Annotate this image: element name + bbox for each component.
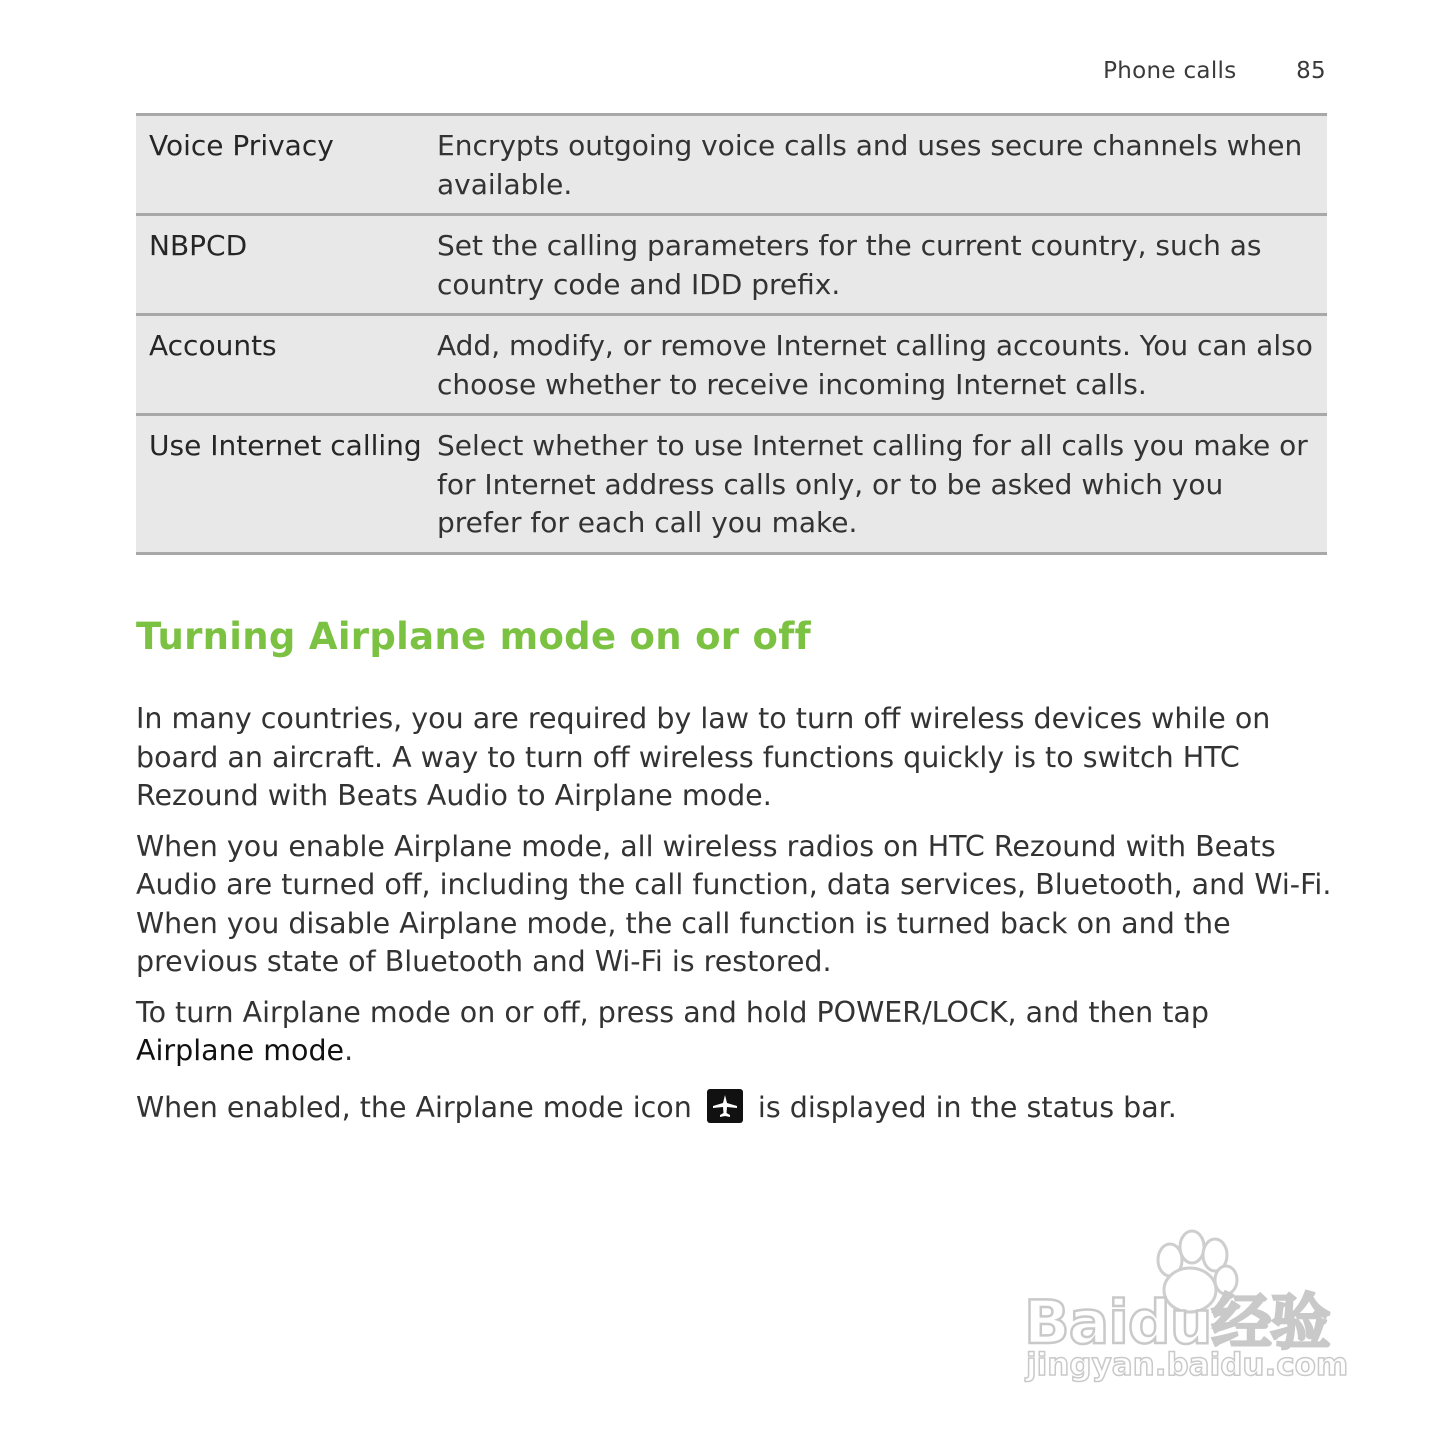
airplane-mode-icon	[707, 1089, 743, 1123]
paragraph: When you enable Airplane mode, all wireless radios on HTC Rezound with Beats Audio are turned off, including the call function, data services, Bluetooth, and Wi-Fi. When you disable Airplane mode, the call function is turned back on and the previous state of Bluetooth and Wi-Fi is restored.	[136, 829, 1332, 978]
setting-name: Voice Privacy	[149, 129, 334, 162]
setting-description: Set the calling parameters for the current country, such as country code and IDD prefix.	[437, 229, 1262, 301]
setting-description: Encrypts outgoing voice calls and uses secure channels when available.	[437, 129, 1303, 201]
settings-table	[136, 113, 1327, 555]
paragraph-text: To turn Airplane mode on or off, press and hold POWER/LOCK, and then tap	[136, 995, 1209, 1029]
setting-description: Select whether to use Internet calling for all calls you make or for Internet address calls only, or to be asked which you prefer for each call you make.	[437, 429, 1308, 539]
table-row	[136, 116, 1327, 216]
header-section-title: Phone calls	[1103, 58, 1237, 84]
paragraph: In many countries, you are required by law to turn off wireless devices while on board an aircraft. A way to turn off wireless functions quickly is to switch HTC Rezound with Beats Audio to Airplane mode.	[136, 702, 1271, 812]
airplane-mode-term: Airplane mode	[136, 1034, 345, 1067]
section-heading: Turning Airplane mode on or off	[136, 615, 812, 658]
baidu-watermark	[1020, 1225, 1360, 1395]
page-header	[1103, 58, 1326, 84]
watermark-url: jingyan.baidu.com	[1026, 1347, 1349, 1383]
table-row	[136, 216, 1327, 316]
table-row	[136, 416, 1327, 555]
setting-name: Use Internet calling	[149, 429, 422, 462]
setting-name: NBPCD	[149, 229, 248, 262]
paragraph	[136, 1089, 1336, 1128]
setting-description: Add, modify, or remove Internet calling accounts. You can also choose whether to receive incoming Internet calls.	[437, 329, 1313, 401]
paragraph-text: .	[344, 1034, 354, 1067]
paragraph-text: is displayed in the status bar.	[757, 1090, 1177, 1124]
paragraph	[136, 994, 1336, 1071]
setting-name: Accounts	[149, 329, 277, 362]
watermark-brand: Baidu经验	[1024, 1288, 1330, 1358]
section-body	[136, 700, 1336, 1139]
page-number: 85	[1296, 58, 1326, 84]
table-row	[136, 316, 1327, 416]
paragraph-text: When enabled, the Airplane mode icon	[136, 1090, 692, 1124]
